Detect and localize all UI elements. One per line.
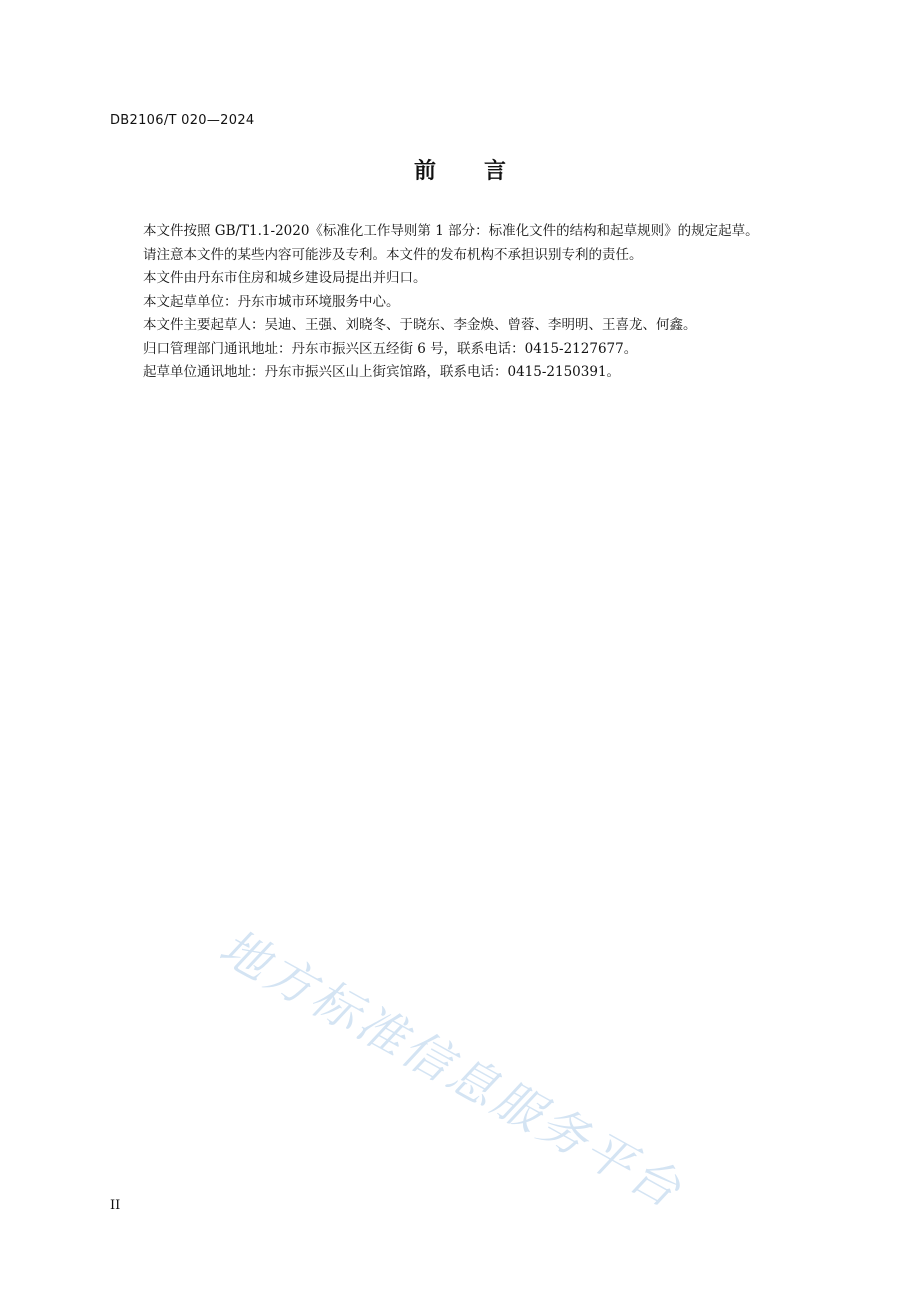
- document-code: DB2106/T 020—2024: [110, 113, 255, 128]
- paragraph-admin-address: 归口管理部门通讯地址：丹东市振兴区五经街 6 号，联系电话：0415-2127677。: [143, 340, 638, 357]
- paragraph-unit-address: 起草单位通讯地址：丹东市振兴区山上街宾馆路，联系电话：0415-2150391。: [143, 364, 621, 380]
- paragraph-patent-notice: 请注意本文件的某些内容可能涉及专利。本文件的发布机构不承担识别专利的责任。: [143, 246, 643, 263]
- paragraph-proposer: 本文件由丹东市住房和城乡建设局提出并归口。: [143, 270, 427, 286]
- page-title: 前言: [413, 159, 554, 184]
- watermark: 地方标准信息服务平台: [210, 918, 693, 1221]
- preface-body: [110, 220, 835, 385]
- paragraph-drafting-unit: 本文起草单位：丹东市城市环境服务中心。: [143, 293, 400, 310]
- paragraph-drafters: 本文件主要起草人：吴迪、王强、刘晓冬、于晓东、李金焕、曾蓉、李明明、王喜龙、何鑫。: [143, 317, 697, 333]
- page-number: II: [110, 1198, 121, 1213]
- paragraph-drafting-rules: 本文件按照 GB/T1.1-2020《标准化工作导则第 1 部分：标准化文件的结构和起草规则》的规定起草。: [143, 223, 759, 239]
